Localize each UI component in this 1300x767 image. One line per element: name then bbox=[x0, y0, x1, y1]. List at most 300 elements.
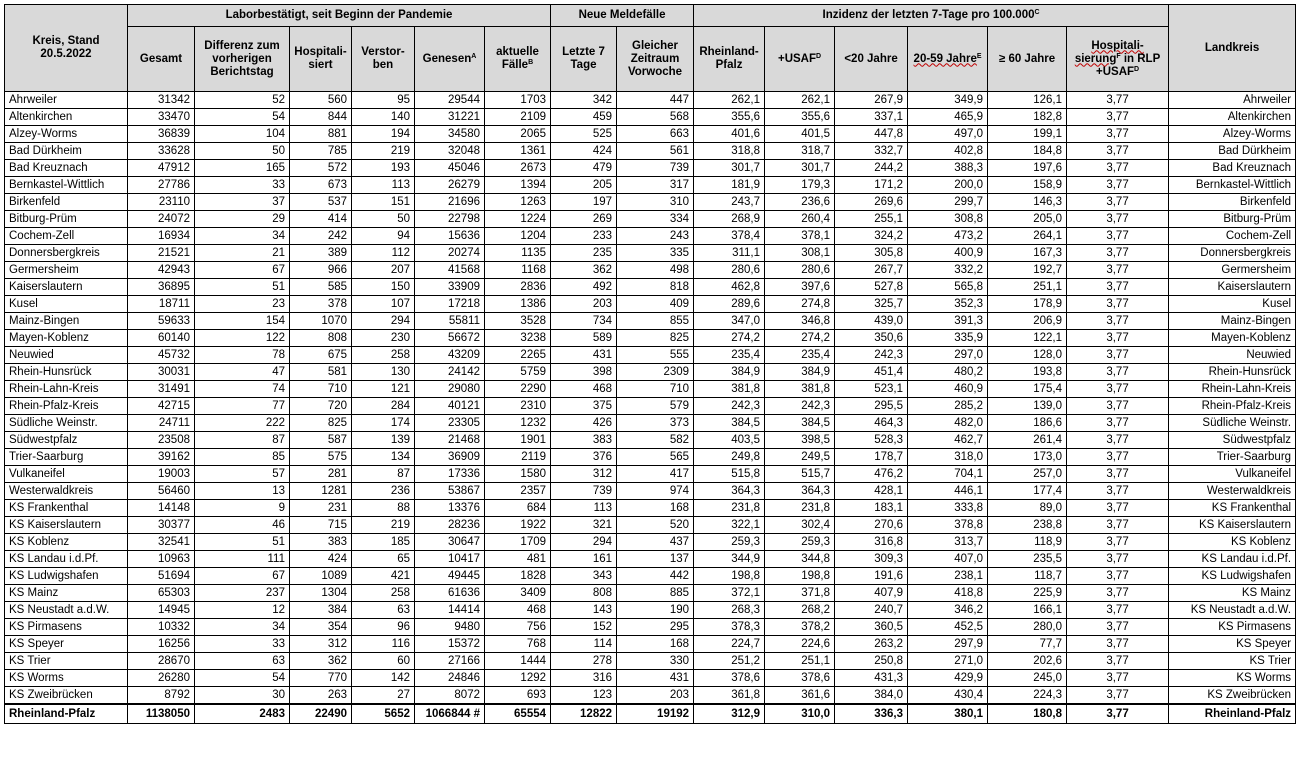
cell-gleicher-zeitraum: 295 bbox=[617, 619, 694, 636]
cell-hospitalisierung: 3,77 bbox=[1067, 126, 1169, 143]
cell-inzidenz-20-59: 407,0 bbox=[908, 551, 988, 568]
cell-inzidenz-20-59: 313,7 bbox=[908, 534, 988, 551]
cell-differenz: 54 bbox=[195, 670, 290, 687]
table-row bbox=[5, 687, 1296, 705]
cell-letzte-7-tage: 152 bbox=[551, 619, 617, 636]
cell-kreis: KS Koblenz bbox=[5, 534, 128, 551]
cell-aktuelle-faelle: 1709 bbox=[485, 534, 551, 551]
cell-letzte-7-tage: 316 bbox=[551, 670, 617, 687]
cell-inzidenz-20-59: 446,1 bbox=[908, 483, 988, 500]
table-row bbox=[5, 177, 1296, 194]
cell-hospitalisierung: 3,77 bbox=[1067, 92, 1169, 109]
cell-hospitalisierung: 3,77 bbox=[1067, 245, 1169, 262]
cell-inzidenz-ab-60: 180,8 bbox=[988, 704, 1067, 724]
cell-aktuelle-faelle: 756 bbox=[485, 619, 551, 636]
cell-inzidenz-unter-20: 407,9 bbox=[835, 585, 908, 602]
cell-inzidenz-usaf: 268,2 bbox=[765, 602, 835, 619]
cell-letzte-7-tage: 468 bbox=[551, 381, 617, 398]
cell-verstorben: 65 bbox=[352, 551, 415, 568]
cell-hospitalisierung: 3,77 bbox=[1067, 619, 1169, 636]
cell-inzidenz-rlp: 301,7 bbox=[694, 160, 765, 177]
header-aktuelle-faelle: aktuelle Fälle$^B$ bbox=[485, 27, 551, 92]
cell-hospitalisierung: 3,77 bbox=[1067, 109, 1169, 126]
cell-inzidenz-20-59: 473,2 bbox=[908, 228, 988, 245]
cell-genesen: 14414 bbox=[415, 602, 485, 619]
cell-inzidenz-usaf: 274,2 bbox=[765, 330, 835, 347]
table-row bbox=[5, 92, 1296, 109]
cell-genesen: 41568 bbox=[415, 262, 485, 279]
cell-inzidenz-unter-20: 528,3 bbox=[835, 432, 908, 449]
cell-kreis: Neuwied bbox=[5, 347, 128, 364]
cell-letzte-7-tage: 113 bbox=[551, 500, 617, 517]
header-usaf: $+USAF^D$ bbox=[765, 27, 835, 92]
cell-inzidenz-20-59: 380,1 bbox=[908, 704, 988, 724]
cell-gleicher-zeitraum: 447 bbox=[617, 92, 694, 109]
cell-inzidenz-rlp: 378,6 bbox=[694, 670, 765, 687]
table-row bbox=[5, 483, 1296, 500]
cell-differenz: 34 bbox=[195, 619, 290, 636]
cell-genesen: 17218 bbox=[415, 296, 485, 313]
cell-inzidenz-20-59: 429,9 bbox=[908, 670, 988, 687]
cell-inzidenz-rlp: 355,6 bbox=[694, 109, 765, 126]
cell-inzidenz-ab-60: 118,7 bbox=[988, 568, 1067, 585]
cell-differenz: 222 bbox=[195, 415, 290, 432]
cell-hospitalisierung: 3,77 bbox=[1067, 517, 1169, 534]
cell-inzidenz-usaf: 378,1 bbox=[765, 228, 835, 245]
cell-gesamt: 14148 bbox=[128, 500, 195, 517]
cell-hospitalisierung: 3,77 bbox=[1067, 568, 1169, 585]
cell-hospitalisiert: 378 bbox=[290, 296, 352, 313]
cell-inzidenz-usaf: 398,5 bbox=[765, 432, 835, 449]
cell-verstorben: 230 bbox=[352, 330, 415, 347]
cell-hospitalisiert: 575 bbox=[290, 449, 352, 466]
cell-inzidenz-unter-20: 464,3 bbox=[835, 415, 908, 432]
cell-differenz: 33 bbox=[195, 177, 290, 194]
cell-inzidenz-ab-60: 280,0 bbox=[988, 619, 1067, 636]
cell-gleicher-zeitraum: 818 bbox=[617, 279, 694, 296]
cell-genesen: 56672 bbox=[415, 330, 485, 347]
cell-gesamt: 32541 bbox=[128, 534, 195, 551]
cell-differenz: 29 bbox=[195, 211, 290, 228]
table-row bbox=[5, 670, 1296, 687]
cell-inzidenz-unter-20: 325,7 bbox=[835, 296, 908, 313]
cell-inzidenz-ab-60: 77,7 bbox=[988, 636, 1067, 653]
cell-inzidenz-usaf: 179,3 bbox=[765, 177, 835, 194]
cell-aktuelle-faelle: 1204 bbox=[485, 228, 551, 245]
cell-hospitalisierung: 3,77 bbox=[1067, 177, 1169, 194]
cell-differenz: 51 bbox=[195, 534, 290, 551]
cell-gleicher-zeitraum: 168 bbox=[617, 500, 694, 517]
cell-aktuelle-faelle: 2673 bbox=[485, 160, 551, 177]
cell-letzte-7-tage: 376 bbox=[551, 449, 617, 466]
cell-inzidenz-rlp: 262,1 bbox=[694, 92, 765, 109]
cell-kreis: KS Mainz bbox=[5, 585, 128, 602]
cell-inzidenz-usaf: 381,8 bbox=[765, 381, 835, 398]
cell-inzidenz-ab-60: 178,9 bbox=[988, 296, 1067, 313]
cell-letzte-7-tage: 161 bbox=[551, 551, 617, 568]
cell-inzidenz-ab-60: 177,4 bbox=[988, 483, 1067, 500]
cell-landkreis: KS Trier bbox=[1169, 653, 1296, 670]
cell-genesen: 55811 bbox=[415, 313, 485, 330]
table-row bbox=[5, 143, 1296, 160]
cell-kreis: Westerwaldkreis bbox=[5, 483, 128, 500]
cell-inzidenz-usaf: 397,6 bbox=[765, 279, 835, 296]
cell-genesen: 53867 bbox=[415, 483, 485, 500]
table-row bbox=[5, 279, 1296, 296]
cell-hospitalisierung: 3,77 bbox=[1067, 262, 1169, 279]
table-row bbox=[5, 160, 1296, 177]
cell-inzidenz-20-59: 335,9 bbox=[908, 330, 988, 347]
cell-inzidenz-rlp: 198,8 bbox=[694, 568, 765, 585]
cell-inzidenz-rlp: 372,1 bbox=[694, 585, 765, 602]
cell-gleicher-zeitraum: 243 bbox=[617, 228, 694, 245]
header-20-59-jahre: 20-59 Jahre$^E$ bbox=[908, 27, 988, 92]
cell-letzte-7-tage: 233 bbox=[551, 228, 617, 245]
table-body bbox=[5, 92, 1296, 724]
cell-inzidenz-ab-60: 139,0 bbox=[988, 398, 1067, 415]
cell-landkreis: Bernkastel-Wittlich bbox=[1169, 177, 1296, 194]
cell-inzidenz-rlp: 378,4 bbox=[694, 228, 765, 245]
cell-differenz: 51 bbox=[195, 279, 290, 296]
cell-inzidenz-usaf: 384,9 bbox=[765, 364, 835, 381]
table-row bbox=[5, 347, 1296, 364]
cell-hospitalisiert: 720 bbox=[290, 398, 352, 415]
cell-inzidenz-usaf: 274,8 bbox=[765, 296, 835, 313]
cell-aktuelle-faelle: 1703 bbox=[485, 92, 551, 109]
cell-hospitalisiert: 785 bbox=[290, 143, 352, 160]
cell-inzidenz-ab-60: 264,1 bbox=[988, 228, 1067, 245]
cell-inzidenz-unter-20: 250,8 bbox=[835, 653, 908, 670]
cell-hospitalisiert: 966 bbox=[290, 262, 352, 279]
cell-hospitalisiert: 231 bbox=[290, 500, 352, 517]
cell-gleicher-zeitraum: 555 bbox=[617, 347, 694, 364]
cell-kreis: KS Speyer bbox=[5, 636, 128, 653]
cell-gleicher-zeitraum: 203 bbox=[617, 687, 694, 705]
cell-gleicher-zeitraum: 310 bbox=[617, 194, 694, 211]
cell-landkreis: Birkenfeld bbox=[1169, 194, 1296, 211]
cell-hospitalisierung: 3,77 bbox=[1067, 704, 1169, 724]
cell-verstorben: 27 bbox=[352, 687, 415, 705]
cell-gesamt: 59633 bbox=[128, 313, 195, 330]
cell-inzidenz-usaf: 384,5 bbox=[765, 415, 835, 432]
cell-gleicher-zeitraum: 825 bbox=[617, 330, 694, 347]
cell-inzidenz-unter-20: 244,2 bbox=[835, 160, 908, 177]
cell-inzidenz-20-59: 285,2 bbox=[908, 398, 988, 415]
cell-inzidenz-20-59: 430,4 bbox=[908, 687, 988, 705]
cell-verstorben: 284 bbox=[352, 398, 415, 415]
cell-verstorben: 113 bbox=[352, 177, 415, 194]
covid-statistics-table bbox=[4, 4, 1296, 724]
cell-hospitalisierung: 3,77 bbox=[1067, 228, 1169, 245]
cell-aktuelle-faelle: 2290 bbox=[485, 381, 551, 398]
cell-landkreis: KS Landau i.d.Pf. bbox=[1169, 551, 1296, 568]
cell-aktuelle-faelle: 65554 bbox=[485, 704, 551, 724]
cell-aktuelle-faelle: 2357 bbox=[485, 483, 551, 500]
cell-inzidenz-ab-60: 197,6 bbox=[988, 160, 1067, 177]
cell-hospitalisierung: 3,77 bbox=[1067, 347, 1169, 364]
cell-hospitalisierung: 3,77 bbox=[1067, 211, 1169, 228]
cell-verstorben: 150 bbox=[352, 279, 415, 296]
cell-gesamt: 51694 bbox=[128, 568, 195, 585]
cell-inzidenz-unter-20: 191,6 bbox=[835, 568, 908, 585]
cell-kreis: KS Zweibrücken bbox=[5, 687, 128, 705]
cell-gleicher-zeitraum: 520 bbox=[617, 517, 694, 534]
cell-gleicher-zeitraum: 168 bbox=[617, 636, 694, 653]
cell-letzte-7-tage: 12822 bbox=[551, 704, 617, 724]
header-letzte-7-tage: Letzte 7 Tage bbox=[551, 27, 617, 92]
table-row bbox=[5, 109, 1296, 126]
cell-kreis: KS Landau i.d.Pf. bbox=[5, 551, 128, 568]
cell-kreis: Kusel bbox=[5, 296, 128, 313]
cell-hospitalisierung: 3,77 bbox=[1067, 279, 1169, 296]
cell-kreis: Cochem-Zell bbox=[5, 228, 128, 245]
cell-letzte-7-tage: 525 bbox=[551, 126, 617, 143]
cell-verstorben: 60 bbox=[352, 653, 415, 670]
cell-landkreis: KS Neustadt a.d.W. bbox=[1169, 602, 1296, 619]
cell-inzidenz-20-59: 704,1 bbox=[908, 466, 988, 483]
cell-inzidenz-unter-20: 316,8 bbox=[835, 534, 908, 551]
cell-genesen: 1066844 # bbox=[415, 704, 485, 724]
cell-gesamt: 24711 bbox=[128, 415, 195, 432]
cell-differenz: 33 bbox=[195, 636, 290, 653]
cell-gleicher-zeitraum: 190 bbox=[617, 602, 694, 619]
cell-inzidenz-unter-20: 242,3 bbox=[835, 347, 908, 364]
cell-landkreis: Südwestpfalz bbox=[1169, 432, 1296, 449]
header-kreis-stand: Kreis, Stand 20.5.2022 bbox=[5, 5, 128, 92]
cell-inzidenz-20-59: 452,5 bbox=[908, 619, 988, 636]
cell-kreis: KS Frankenthal bbox=[5, 500, 128, 517]
cell-hospitalisiert: 808 bbox=[290, 330, 352, 347]
cell-hospitalisierung: 3,77 bbox=[1067, 296, 1169, 313]
cell-hospitalisiert: 362 bbox=[290, 653, 352, 670]
cell-inzidenz-20-59: 565,8 bbox=[908, 279, 988, 296]
cell-kreis: Donnersbergkreis bbox=[5, 245, 128, 262]
cell-inzidenz-unter-20: 324,2 bbox=[835, 228, 908, 245]
table-row bbox=[5, 636, 1296, 653]
header-group-inzidenz: Inzidenz der letzten 7-Tage pro $100.000^C$ bbox=[694, 5, 1169, 27]
cell-gesamt: 21521 bbox=[128, 245, 195, 262]
cell-hospitalisiert: 354 bbox=[290, 619, 352, 636]
cell-inzidenz-rlp: 274,2 bbox=[694, 330, 765, 347]
cell-inzidenz-usaf: 310,0 bbox=[765, 704, 835, 724]
cell-differenz: 77 bbox=[195, 398, 290, 415]
cell-letzte-7-tage: 123 bbox=[551, 687, 617, 705]
cell-genesen: 28236 bbox=[415, 517, 485, 534]
cell-inzidenz-usaf: 260,4 bbox=[765, 211, 835, 228]
cell-kreis: Kaiserslautern bbox=[5, 279, 128, 296]
cell-inzidenz-unter-20: 336,3 bbox=[835, 704, 908, 724]
cell-hospitalisiert: 770 bbox=[290, 670, 352, 687]
cell-genesen: 34580 bbox=[415, 126, 485, 143]
cell-inzidenz-ab-60: 89,0 bbox=[988, 500, 1067, 517]
cell-hospitalisiert: 414 bbox=[290, 211, 352, 228]
cell-gleicher-zeitraum: 317 bbox=[617, 177, 694, 194]
cell-landkreis: Kusel bbox=[1169, 296, 1296, 313]
cell-kreis: Trier-Saarburg bbox=[5, 449, 128, 466]
cell-hospitalisierung: 3,77 bbox=[1067, 364, 1169, 381]
cell-inzidenz-20-59: 460,9 bbox=[908, 381, 988, 398]
header-hospitalisierung: Hospitali- sierung$^F$ in RLP $+USAF^D$ bbox=[1067, 27, 1169, 92]
cell-inzidenz-usaf: 401,5 bbox=[765, 126, 835, 143]
cell-gesamt: 36839 bbox=[128, 126, 195, 143]
cell-verstorben: 219 bbox=[352, 517, 415, 534]
cell-differenz: 9 bbox=[195, 500, 290, 517]
cell-genesen: 49445 bbox=[415, 568, 485, 585]
cell-genesen: 23305 bbox=[415, 415, 485, 432]
header-group-row bbox=[5, 5, 1296, 27]
cell-inzidenz-ab-60: 184,8 bbox=[988, 143, 1067, 160]
cell-aktuelle-faelle: 1263 bbox=[485, 194, 551, 211]
cell-inzidenz-unter-20: 267,9 bbox=[835, 92, 908, 109]
cell-gesamt: 19003 bbox=[128, 466, 195, 483]
cell-aktuelle-faelle: 1580 bbox=[485, 466, 551, 483]
cell-verstorben: 140 bbox=[352, 109, 415, 126]
cell-letzte-7-tage: 312 bbox=[551, 466, 617, 483]
cell-differenz: 85 bbox=[195, 449, 290, 466]
cell-differenz: 67 bbox=[195, 568, 290, 585]
table-row bbox=[5, 313, 1296, 330]
cell-inzidenz-usaf: 198,8 bbox=[765, 568, 835, 585]
cell-gleicher-zeitraum: 335 bbox=[617, 245, 694, 262]
cell-inzidenz-usaf: 355,6 bbox=[765, 109, 835, 126]
cell-verstorben: 194 bbox=[352, 126, 415, 143]
cell-landkreis: Ahrweiler bbox=[1169, 92, 1296, 109]
cell-gleicher-zeitraum: 334 bbox=[617, 211, 694, 228]
cell-hospitalisiert: 424 bbox=[290, 551, 352, 568]
cell-kreis: KS Pirmasens bbox=[5, 619, 128, 636]
cell-verstorben: 107 bbox=[352, 296, 415, 313]
header-genesen: Genesen$^A$ bbox=[415, 27, 485, 92]
cell-letzte-7-tage: 459 bbox=[551, 109, 617, 126]
cell-inzidenz-usaf: 251,1 bbox=[765, 653, 835, 670]
cell-gesamt: 30031 bbox=[128, 364, 195, 381]
cell-hospitalisiert: 1070 bbox=[290, 313, 352, 330]
cell-aktuelle-faelle: 1232 bbox=[485, 415, 551, 432]
cell-kreis: Bitburg-Prüm bbox=[5, 211, 128, 228]
cell-inzidenz-rlp: 289,6 bbox=[694, 296, 765, 313]
cell-differenz: 12 bbox=[195, 602, 290, 619]
cell-hospitalisierung: 3,77 bbox=[1067, 483, 1169, 500]
cell-landkreis: KS Worms bbox=[1169, 670, 1296, 687]
cell-gesamt: 10332 bbox=[128, 619, 195, 636]
cell-kreis: Germersheim bbox=[5, 262, 128, 279]
cell-aktuelle-faelle: 693 bbox=[485, 687, 551, 705]
cell-gesamt: 1138050 bbox=[128, 704, 195, 724]
table-row bbox=[5, 653, 1296, 670]
cell-differenz: 57 bbox=[195, 466, 290, 483]
cell-kreis: Rhein-Hunsrück bbox=[5, 364, 128, 381]
cell-gesamt: 31491 bbox=[128, 381, 195, 398]
cell-inzidenz-ab-60: 261,4 bbox=[988, 432, 1067, 449]
table-row bbox=[5, 398, 1296, 415]
cell-inzidenz-unter-20: 295,5 bbox=[835, 398, 908, 415]
cell-differenz: 165 bbox=[195, 160, 290, 177]
table-row bbox=[5, 364, 1296, 381]
table-row bbox=[5, 517, 1296, 534]
cell-landkreis: Alzey-Worms bbox=[1169, 126, 1296, 143]
cell-inzidenz-rlp: 401,6 bbox=[694, 126, 765, 143]
cell-letzte-7-tage: 205 bbox=[551, 177, 617, 194]
cell-gesamt: 10963 bbox=[128, 551, 195, 568]
cell-inzidenz-rlp: 280,6 bbox=[694, 262, 765, 279]
cell-gleicher-zeitraum: 710 bbox=[617, 381, 694, 398]
cell-gesamt: 31342 bbox=[128, 92, 195, 109]
table-row bbox=[5, 585, 1296, 602]
table-row bbox=[5, 551, 1296, 568]
cell-aktuelle-faelle: 1168 bbox=[485, 262, 551, 279]
cell-hospitalisierung: 3,77 bbox=[1067, 466, 1169, 483]
cell-inzidenz-ab-60: 235,5 bbox=[988, 551, 1067, 568]
cell-aktuelle-faelle: 1828 bbox=[485, 568, 551, 585]
cell-kreis: Südliche Weinstr. bbox=[5, 415, 128, 432]
cell-aktuelle-faelle: 1361 bbox=[485, 143, 551, 160]
cell-letzte-7-tage: 383 bbox=[551, 432, 617, 449]
cell-kreis: Bernkastel-Wittlich bbox=[5, 177, 128, 194]
cell-inzidenz-ab-60: 192,7 bbox=[988, 262, 1067, 279]
cell-gleicher-zeitraum: 739 bbox=[617, 160, 694, 177]
cell-gesamt: 42943 bbox=[128, 262, 195, 279]
cell-aktuelle-faelle: 1135 bbox=[485, 245, 551, 262]
cell-letzte-7-tage: 294 bbox=[551, 534, 617, 551]
cell-inzidenz-unter-20: 350,6 bbox=[835, 330, 908, 347]
cell-inzidenz-ab-60: 245,0 bbox=[988, 670, 1067, 687]
cell-inzidenz-rlp: 322,1 bbox=[694, 517, 765, 534]
cell-hospitalisiert: 673 bbox=[290, 177, 352, 194]
cell-landkreis: KS Koblenz bbox=[1169, 534, 1296, 551]
cell-inzidenz-20-59: 346,2 bbox=[908, 602, 988, 619]
cell-inzidenz-ab-60: 224,3 bbox=[988, 687, 1067, 705]
cell-verstorben: 219 bbox=[352, 143, 415, 160]
cell-hospitalisiert: 263 bbox=[290, 687, 352, 705]
cell-differenz: 154 bbox=[195, 313, 290, 330]
cell-gesamt: 24072 bbox=[128, 211, 195, 228]
cell-landkreis: Bad Kreuznach bbox=[1169, 160, 1296, 177]
cell-inzidenz-unter-20: 267,7 bbox=[835, 262, 908, 279]
cell-kreis: KS Ludwigshafen bbox=[5, 568, 128, 585]
cell-hospitalisierung: 3,77 bbox=[1067, 449, 1169, 466]
cell-landkreis: Neuwied bbox=[1169, 347, 1296, 364]
cell-genesen: 9480 bbox=[415, 619, 485, 636]
table-row bbox=[5, 330, 1296, 347]
cell-genesen: 17336 bbox=[415, 466, 485, 483]
cell-landkreis: Rheinland-Pfalz bbox=[1169, 704, 1296, 724]
cell-letzte-7-tage: 734 bbox=[551, 313, 617, 330]
cell-genesen: 31221 bbox=[415, 109, 485, 126]
cell-genesen: 40121 bbox=[415, 398, 485, 415]
cell-differenz: 30 bbox=[195, 687, 290, 705]
cell-gleicher-zeitraum: 663 bbox=[617, 126, 694, 143]
cell-inzidenz-unter-20: 178,7 bbox=[835, 449, 908, 466]
cell-gleicher-zeitraum: 561 bbox=[617, 143, 694, 160]
cell-landkreis: KS Pirmasens bbox=[1169, 619, 1296, 636]
cell-genesen: 8072 bbox=[415, 687, 485, 705]
cell-letzte-7-tage: 362 bbox=[551, 262, 617, 279]
cell-inzidenz-rlp: 268,3 bbox=[694, 602, 765, 619]
cell-gesamt: 65303 bbox=[128, 585, 195, 602]
cell-kreis: Südwestpfalz bbox=[5, 432, 128, 449]
cell-verstorben: 121 bbox=[352, 381, 415, 398]
table-row bbox=[5, 381, 1296, 398]
cell-hospitalisiert: 844 bbox=[290, 109, 352, 126]
cell-hospitalisierung: 3,77 bbox=[1067, 160, 1169, 177]
header-differenz: Differenz zum vorherigen Berichtstag bbox=[195, 27, 290, 92]
cell-inzidenz-unter-20: 447,8 bbox=[835, 126, 908, 143]
cell-differenz: 13 bbox=[195, 483, 290, 500]
cell-verstorben: 193 bbox=[352, 160, 415, 177]
cell-kreis: Rheinland-Pfalz bbox=[5, 704, 128, 724]
cell-inzidenz-unter-20: 270,6 bbox=[835, 517, 908, 534]
cell-inzidenz-unter-20: 431,3 bbox=[835, 670, 908, 687]
